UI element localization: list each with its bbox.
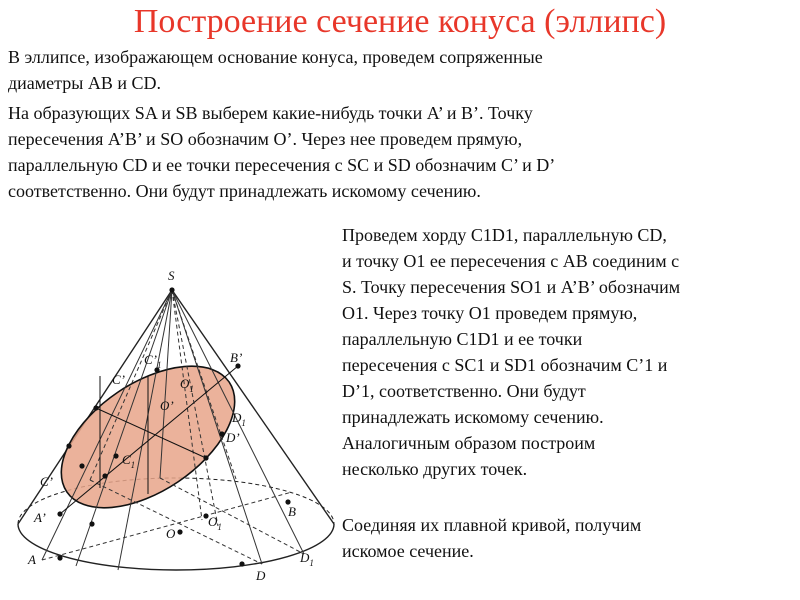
label-b: B xyxy=(288,504,296,519)
cone-section-figure xyxy=(0,258,340,600)
label-c-prime: C’ xyxy=(112,372,125,387)
slide-title: Построение сечение конуса (эллипс) xyxy=(133,3,667,40)
text-line: D’1, соответственно. Они будут xyxy=(342,381,586,401)
text-line: диаметры AB и CD. xyxy=(8,73,161,93)
label-o1 xyxy=(208,514,222,532)
label-o1-prime-sub: 1 xyxy=(189,384,194,394)
label-d1-sub: 1 xyxy=(309,558,314,568)
text-line: S. Точку пересечения SO1 и A’B’ обозначим xyxy=(342,277,681,297)
label-d1-prime-sub: 1 xyxy=(241,418,246,428)
label-d1 xyxy=(299,550,314,568)
text-line: несколько других точек. xyxy=(342,459,528,479)
paragraph-conclusion xyxy=(342,512,794,564)
label-d: D xyxy=(256,568,266,583)
text-line: пересечения с SC1 и SD1 обозначим C’1 и xyxy=(342,355,668,375)
label-c1-prime-main: C’ xyxy=(144,352,157,367)
label-b-prime: B’ xyxy=(230,350,243,365)
label-d1-prime xyxy=(231,410,246,428)
label-o: O xyxy=(166,526,176,541)
label-o-prime: O’ xyxy=(160,398,174,413)
label-d1-prime-main: D xyxy=(232,410,242,425)
label-c1-main: C xyxy=(122,452,131,467)
text-line: параллельную C1D1 и ее точки xyxy=(342,329,583,349)
text-line: принадлежать искомому сечению. xyxy=(342,407,604,427)
label-o1-main: O xyxy=(208,514,218,529)
paragraph-conjugate-diameters xyxy=(8,44,788,96)
text-line: и точку O1 ее пересечения с AB соединим с xyxy=(342,251,680,271)
text-line: O1. Через точку O1 проведем прямую, xyxy=(342,303,638,323)
text-line: В эллипсе, изображающем основание конуса, проведем сопряженные xyxy=(8,47,543,67)
base-ellipse-front xyxy=(18,524,334,570)
label-c1-sub: 1 xyxy=(130,460,136,470)
label-d-prime: D’ xyxy=(226,430,240,445)
label-a: A xyxy=(28,552,36,567)
cone-diagram xyxy=(0,258,340,600)
text-line: Соединяя их плавной кривой, получим xyxy=(342,515,642,535)
label-c1-prime-sub: 1 xyxy=(157,360,162,370)
text-line: искомое сечение. xyxy=(342,541,474,561)
paragraph-points-on-generatrix xyxy=(8,100,788,204)
label-o1-prime-main: O xyxy=(180,376,190,391)
text-line: соответственно. Они будут принадлежать искомому сечению. xyxy=(8,181,481,201)
label-c-prime-left: C’ xyxy=(40,474,53,489)
text-line: Аналогичным образом построим xyxy=(342,433,596,453)
text-line: Проведем хорду C1D1, параллельную CD, xyxy=(342,225,667,245)
paragraph-chord-construction xyxy=(342,222,794,482)
text-line: пересечения A’B’ и SO обозначим O’. Через нее проведем прямую, xyxy=(8,129,523,149)
label-a-prime: A’ xyxy=(34,510,46,525)
text-line: параллельную CD и ее точки пересечения с SC и SD обозначим C’ и D’ xyxy=(8,155,556,175)
label-o1-sub: 1 xyxy=(217,522,222,532)
text-line: На образующих SA и SB выберем какие-нибудь точки A’ и B’. Точку xyxy=(8,103,533,123)
label-c1-prime xyxy=(144,352,162,370)
label-s: S xyxy=(168,268,175,283)
label-d1-main: D xyxy=(300,550,310,565)
